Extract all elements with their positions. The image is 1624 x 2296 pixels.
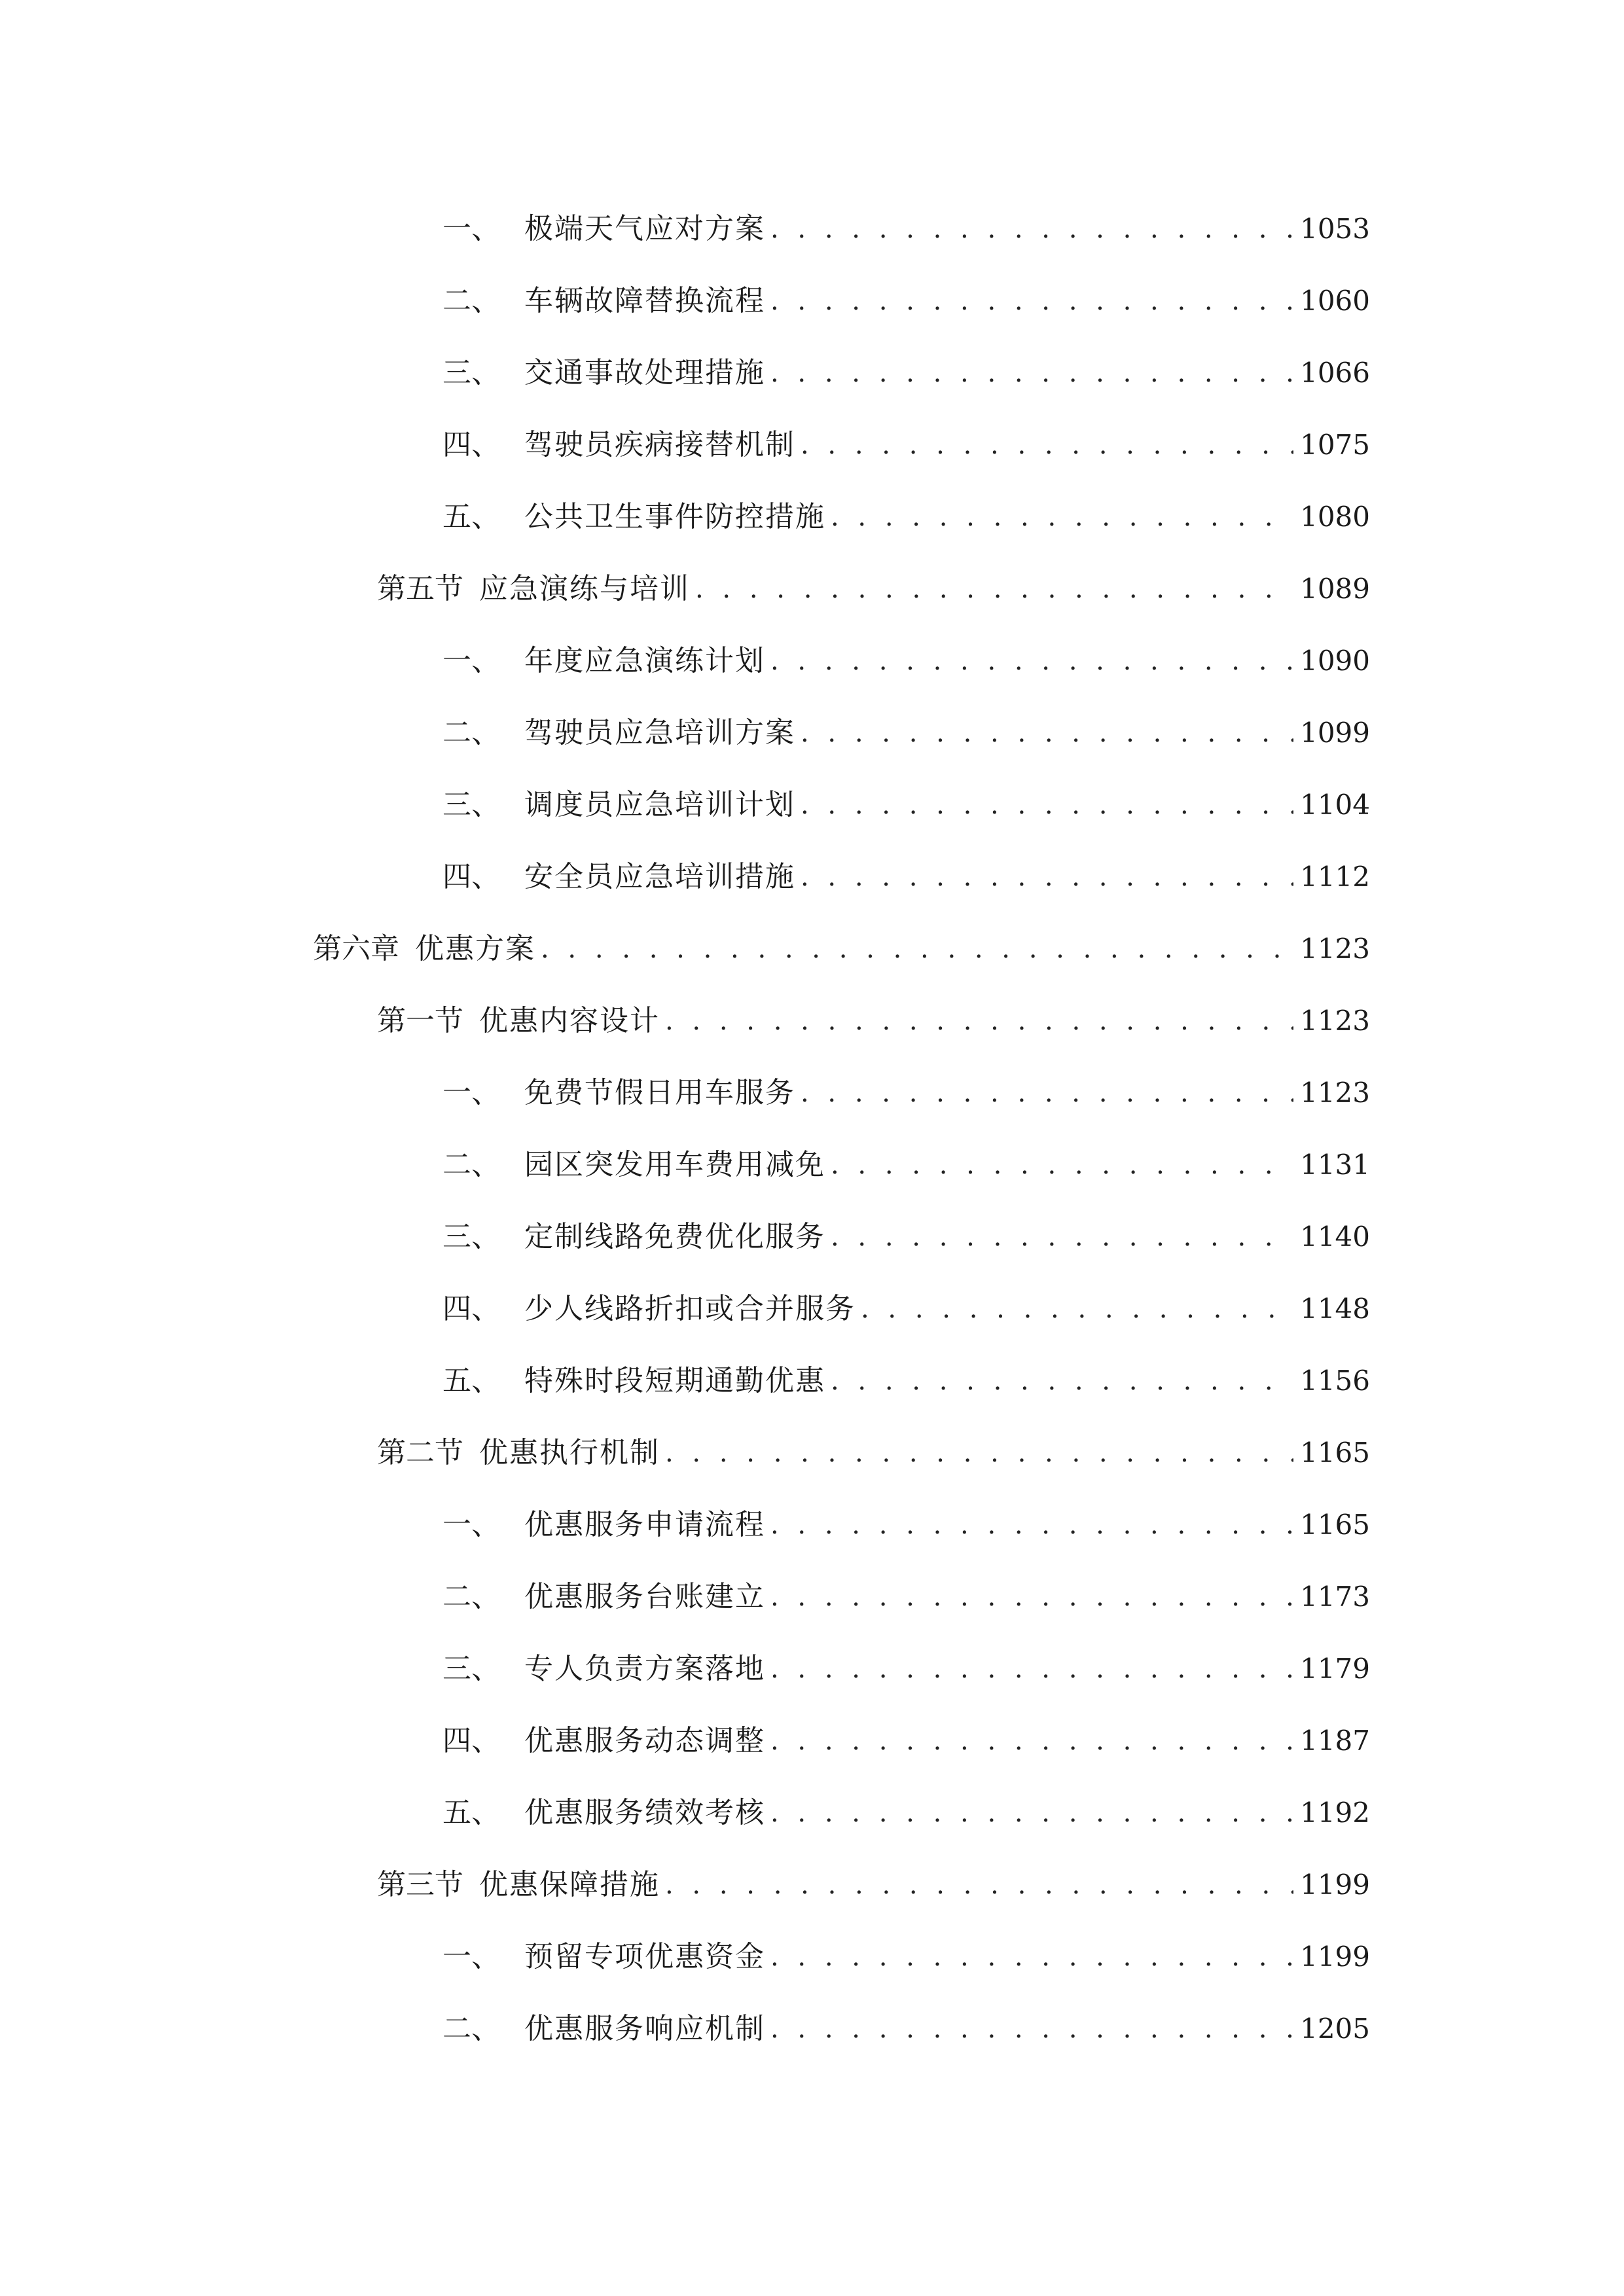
toc-entry-page: 1192 xyxy=(1300,1797,1370,1829)
toc-entry-title: 年度应急演练计划 xyxy=(524,644,765,677)
toc-entry[interactable] xyxy=(442,1211,1370,1263)
toc-entry-title: 优惠服务动态调整 xyxy=(524,1724,765,1757)
toc-entry-number: 一、 xyxy=(442,1076,500,1109)
toc-entry-number: 二、 xyxy=(442,1148,500,1181)
dot-leader xyxy=(665,1859,1293,1911)
toc-entry-title: 优惠服务响应机制 xyxy=(524,2012,765,2045)
toc-entry-page: 1089 xyxy=(1300,573,1370,605)
dot-leader xyxy=(770,1931,1293,1983)
dot-leader xyxy=(770,275,1293,327)
toc-entry-number: 一、 xyxy=(442,1508,500,1541)
dot-leader xyxy=(770,635,1293,687)
toc-entry-page: 1066 xyxy=(1300,357,1370,389)
toc-entry-number: 五、 xyxy=(442,1364,500,1397)
dot-leader xyxy=(831,1355,1293,1407)
toc-entry-number: 一、 xyxy=(442,644,500,677)
dot-leader xyxy=(695,563,1293,615)
toc-entry-page: 1187 xyxy=(1300,1725,1370,1757)
toc-entry-title: 极端天气应对方案 xyxy=(524,212,765,245)
toc-entry-page: 1080 xyxy=(1300,501,1370,533)
dot-leader xyxy=(665,1427,1293,1479)
toc-entry-chapter[interactable] xyxy=(313,923,1370,975)
toc-entry-page: 1165 xyxy=(1300,1437,1370,1469)
toc-entry-number: 第三节 xyxy=(377,1868,463,1901)
toc-entry[interactable] xyxy=(442,1499,1370,1551)
toc-entry-title: 特殊时段短期通勤优惠 xyxy=(524,1364,825,1397)
toc-entry-page: 1156 xyxy=(1300,1365,1370,1397)
toc-entry[interactable] xyxy=(442,1283,1370,1335)
toc-entry-number: 五、 xyxy=(442,500,500,533)
dot-leader xyxy=(770,347,1293,399)
toc-entry[interactable] xyxy=(442,635,1370,687)
toc-entry[interactable] xyxy=(442,203,1370,255)
toc-entry-title: 优惠执行机制 xyxy=(479,1436,660,1469)
toc-entry-number: 第六章 xyxy=(313,932,399,965)
toc-entry-number: 第一节 xyxy=(377,1004,463,1037)
dot-leader xyxy=(770,1715,1293,1767)
toc-entry[interactable] xyxy=(442,1355,1370,1407)
toc-entry-page: 1148 xyxy=(1300,1293,1370,1325)
toc-entry-title: 优惠方案 xyxy=(415,932,535,965)
toc-entry-number: 三、 xyxy=(442,788,500,821)
dot-leader xyxy=(665,995,1293,1047)
toc-entry-title: 应急演练与培训 xyxy=(479,572,690,605)
dot-leader xyxy=(801,1067,1293,1119)
dot-leader xyxy=(831,491,1293,543)
toc-entry-number: 四、 xyxy=(442,428,500,461)
toc-entry[interactable] xyxy=(442,1715,1370,1767)
toc-entry-title: 预留专项优惠资金 xyxy=(524,1940,765,1973)
toc-entry[interactable] xyxy=(442,1067,1370,1119)
toc-entry-page: 1099 xyxy=(1300,717,1370,749)
dot-leader xyxy=(831,1139,1293,1191)
toc-entry-number: 二、 xyxy=(442,716,500,749)
toc-entry-number: 四、 xyxy=(442,860,500,893)
dot-leader xyxy=(770,1499,1293,1551)
dot-leader xyxy=(770,1787,1293,1839)
toc-entry-title: 定制线路免费优化服务 xyxy=(524,1220,825,1253)
toc-entry-title: 少人线路折扣或合并服务 xyxy=(524,1292,856,1325)
dot-leader xyxy=(770,1571,1293,1623)
toc-entry-page: 1075 xyxy=(1300,429,1370,461)
toc-entry-number: 二、 xyxy=(442,284,500,317)
toc-entry-page: 1205 xyxy=(1300,2013,1370,2045)
toc-entry-title: 优惠服务绩效考核 xyxy=(524,1796,765,1829)
dot-leader xyxy=(770,203,1293,255)
toc-entry-title: 车辆故障替换流程 xyxy=(524,284,765,317)
toc-entry[interactable] xyxy=(442,1571,1370,1623)
dot-leader xyxy=(801,779,1293,831)
toc-entry-title: 驾驶员疾病接替机制 xyxy=(524,428,795,461)
dot-leader xyxy=(541,923,1293,975)
toc-entry-page: 1112 xyxy=(1300,861,1370,893)
dot-leader xyxy=(801,707,1293,759)
toc-entry-section[interactable] xyxy=(377,995,1370,1047)
toc-entry-page: 1123 xyxy=(1300,933,1370,965)
toc-entry[interactable] xyxy=(442,1931,1370,1983)
toc-entry-title: 优惠内容设计 xyxy=(479,1004,660,1037)
toc-entry-page: 1179 xyxy=(1300,1653,1370,1685)
toc-entry-title: 调度员应急培训计划 xyxy=(524,788,795,821)
toc-entry-title: 免费节假日用车服务 xyxy=(524,1076,795,1109)
toc-entry-number: 一、 xyxy=(442,212,500,245)
toc-entry-section[interactable] xyxy=(377,1427,1370,1479)
toc-entry-title: 优惠服务申请流程 xyxy=(524,1508,765,1541)
toc-entry-page: 1123 xyxy=(1300,1005,1370,1037)
toc-entry-page: 1173 xyxy=(1300,1581,1370,1613)
dot-leader xyxy=(861,1283,1293,1335)
toc-entry-page: 1140 xyxy=(1300,1221,1370,1253)
toc-entry-page: 1060 xyxy=(1300,285,1370,317)
toc-entry-number: 第五节 xyxy=(377,572,463,605)
toc-entry-page: 1165 xyxy=(1300,1509,1370,1541)
toc-entry-number: 三、 xyxy=(442,1220,500,1253)
toc-entry-number: 四、 xyxy=(442,1292,500,1325)
toc-entry[interactable] xyxy=(442,1787,1370,1839)
toc-entry-page: 1104 xyxy=(1300,789,1370,821)
toc-entry[interactable] xyxy=(442,851,1370,903)
toc-entry[interactable] xyxy=(442,491,1370,543)
toc-entry-page: 1199 xyxy=(1300,1941,1370,1973)
toc-entry-title: 驾驶员应急培训方案 xyxy=(524,716,795,749)
toc-entry[interactable] xyxy=(442,1139,1370,1191)
toc-entry-title: 交通事故处理措施 xyxy=(524,356,765,389)
dot-leader xyxy=(801,419,1293,471)
dot-leader xyxy=(831,1211,1293,1263)
toc-entry-section[interactable] xyxy=(377,563,1370,615)
toc-entry[interactable] xyxy=(442,419,1370,471)
toc-entry-page: 1053 xyxy=(1300,213,1370,245)
toc-entry-page: 1123 xyxy=(1300,1077,1370,1109)
toc-entry-number: 五、 xyxy=(442,1796,500,1829)
toc-entry-number: 三、 xyxy=(442,1652,500,1685)
dot-leader xyxy=(770,1643,1293,1695)
toc-entry-number: 第二节 xyxy=(377,1436,463,1469)
toc-entry-number: 二、 xyxy=(442,2012,500,2045)
toc-entry[interactable] xyxy=(442,2003,1370,2055)
toc-entry-title: 专人负责方案落地 xyxy=(524,1652,765,1685)
toc-entry-title: 安全员应急培训措施 xyxy=(524,860,795,893)
toc-entry-title: 优惠服务台账建立 xyxy=(524,1580,765,1613)
toc-entry-section[interactable] xyxy=(377,1859,1370,1911)
toc-entry-page: 1090 xyxy=(1300,645,1370,677)
toc-entry[interactable] xyxy=(442,779,1370,831)
toc-entry[interactable] xyxy=(442,275,1370,327)
dot-leader xyxy=(770,2003,1293,2055)
dot-leader xyxy=(801,851,1293,903)
toc-entry-number: 四、 xyxy=(442,1724,500,1757)
toc-entry-title: 公共卫生事件防控措施 xyxy=(524,500,825,533)
toc-entry-number: 三、 xyxy=(442,356,500,389)
toc-entry-page: 1131 xyxy=(1300,1149,1370,1181)
toc-entry-number: 一、 xyxy=(442,1940,500,1973)
toc-entry-page: 1199 xyxy=(1300,1869,1370,1901)
toc-entry[interactable] xyxy=(442,707,1370,759)
toc-entry[interactable] xyxy=(442,1643,1370,1695)
toc-entry-title: 园区突发用车费用减免 xyxy=(524,1148,825,1181)
toc-entry-title: 优惠保障措施 xyxy=(479,1868,660,1901)
toc-entry-number: 二、 xyxy=(442,1580,500,1613)
toc-entry[interactable] xyxy=(442,347,1370,399)
